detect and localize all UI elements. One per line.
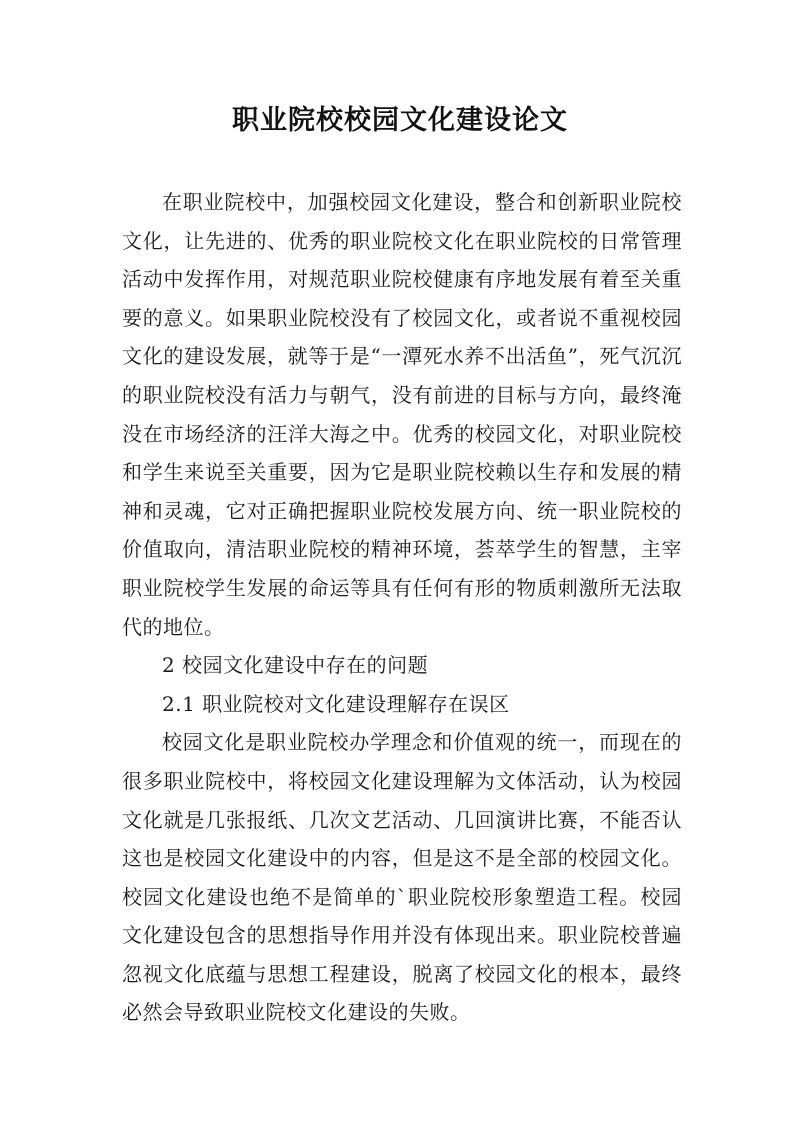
document-body: [122, 183, 682, 1032]
subsection-heading-2-1: 2.1 职业院校对文化建设理解存在误区: [162, 691, 510, 716]
paragraph-2-1: 校园文化是职业院校办学理念和价值观的统一，而现在的很多职业院校中，将校园文化建设理解为文体活动，认为校园文化就是几张报纸、几次文艺活动、几回演讲比赛，不能否认这也是校园文化建设中的内容，但是这不是全部的校园文化。校园文化建设也绝不是简单的`职业院校形象塑造工程。校园文化建设包含的思想指导作用并没有体现出来。职业院校普遍忽视文化底蕴与思想工程建设，脱离了校园文化的根本，最终必然会导致职业院校文化建设的失败。: [122, 730, 682, 1025]
paragraph-intro: 在职业院校中，加强校园文化建设，整合和创新职业院校文化，让先进的、优秀的职业院校文化在职业院校的日常管理活动中发挥作用，对规范职业院校健康有序地发展有着至关重要的意义。如果职业院校没有了校园文化，或者说不重视校园文化的建设发展，就等于是“一潭死水养不出活鱼”，死气沉沉的职业院校没有活力与朝气，没有前进的目标与方向，最终淹没在市场经济的汪洋大海之中。优秀的校园文化，对职业院校和学生来说至关重要，因为它是职业院校赖以生存和发展的精神和灵魂，它对正确把握职业院校发展方向、统一职业院校的价值取向，清洁职业院校的精神环境，荟萃学生的智慧，主宰职业院校学生发展的命运等具有任何有形的物质刺激所无法取代的地位。: [122, 190, 682, 639]
document-title: 职业院校校园文化建设论文: [232, 105, 568, 136]
section-heading-2: 2 校园文化建设中存在的问题: [162, 653, 429, 678]
